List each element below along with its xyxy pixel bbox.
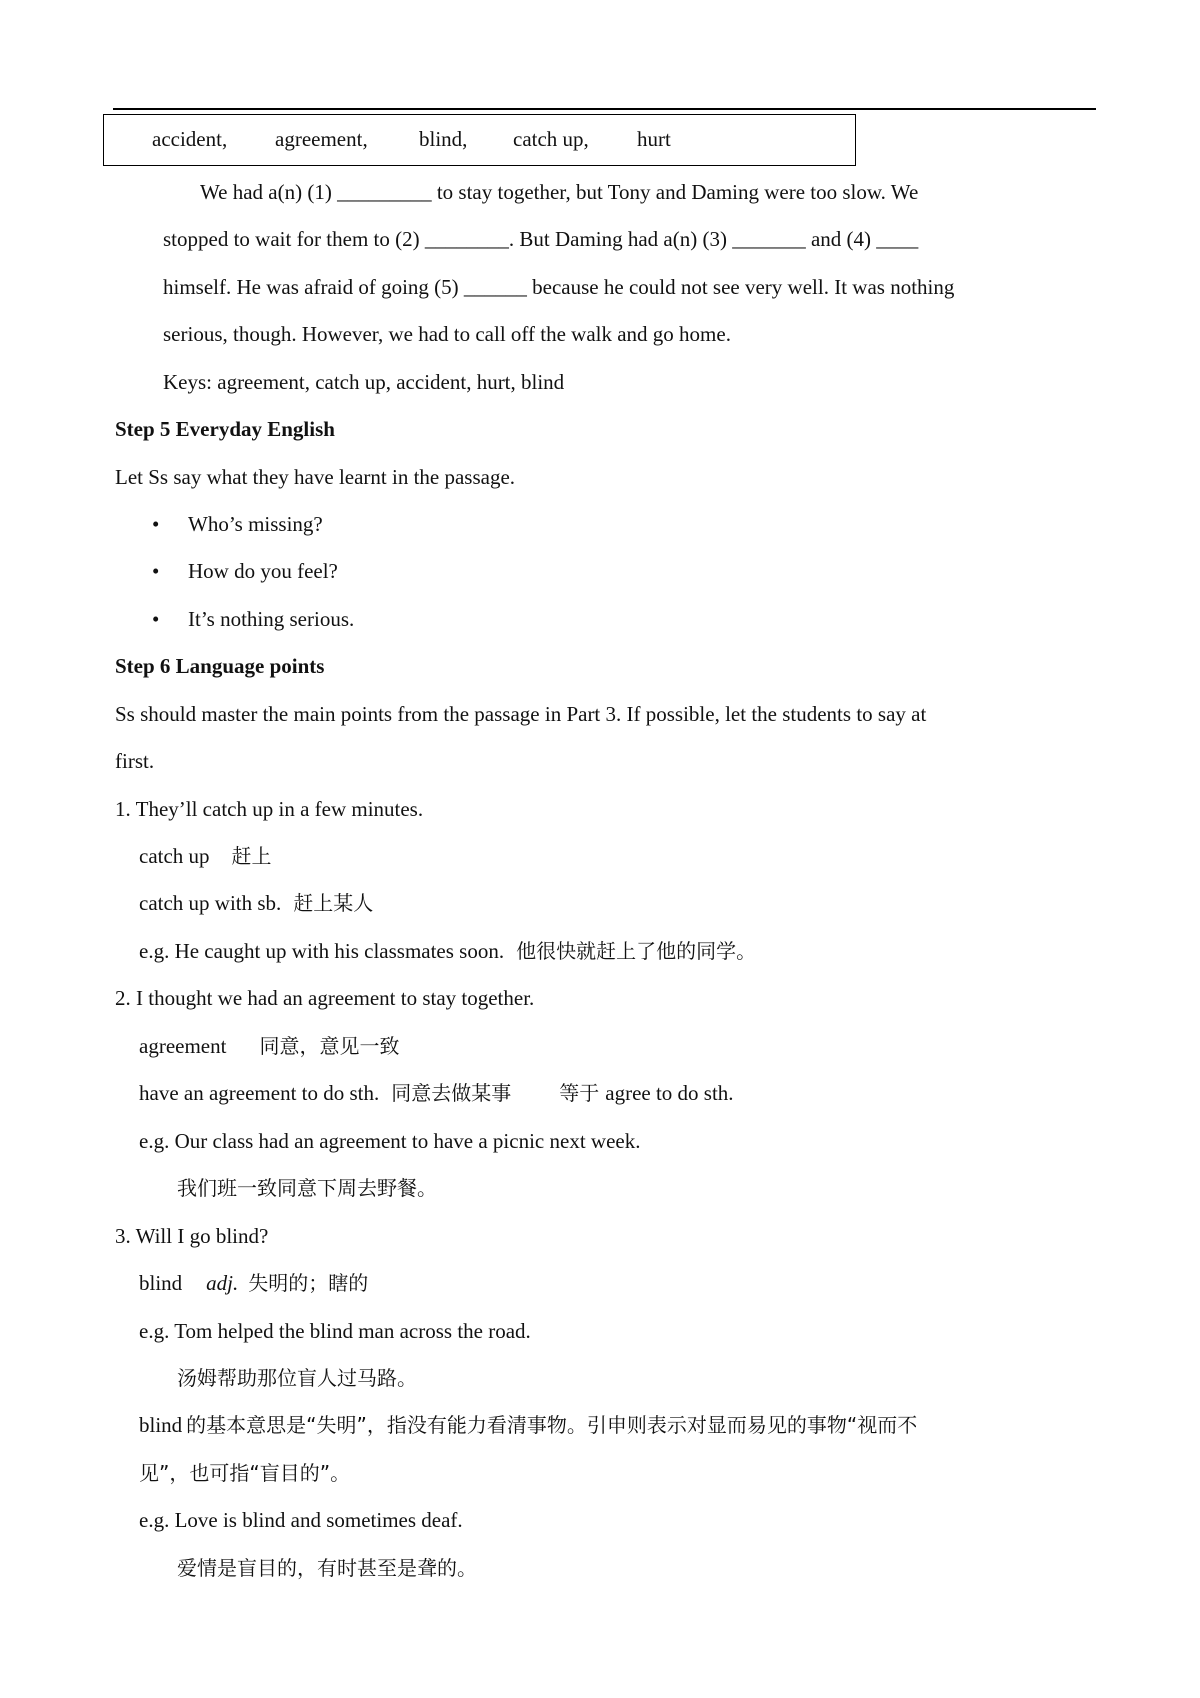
word-en: blind [139, 1271, 183, 1295]
bullet-icon: • [152, 559, 160, 583]
word-bank-item: catch up, [513, 127, 589, 151]
vocab-entry [139, 1273, 368, 1294]
phrase-en: have an agreement to do sth. [139, 1081, 380, 1105]
word-bank-box [103, 114, 856, 166]
phrase-zh: 赶上 [231, 844, 272, 868]
step5-heading: Step 5 Everyday English [115, 417, 335, 441]
word-bank-item: agreement, [275, 127, 368, 151]
step6-intro: first. [115, 749, 155, 773]
point-title: 2. I thought we had an agreement to stay together. [115, 986, 535, 1010]
usage-note: 见”，也可指“盲目的”。 [139, 1461, 351, 1485]
equivalent-zh: 等于 [559, 1081, 600, 1105]
list-item: It’s nothing serious. [188, 607, 355, 631]
vocab-entry [139, 893, 373, 914]
vocab-entry [139, 1083, 734, 1104]
bullet-icon: • [152, 607, 160, 631]
phrase-zh: 同意去做某事 [391, 1081, 512, 1105]
vocab-entry [139, 846, 272, 867]
passage-line: We had a(n) (1) _________ to stay together, but Tony and Daming were too slow. We [200, 180, 919, 204]
example-sentence: e.g. Love is blind and sometimes deaf. [139, 1508, 463, 1532]
note-zh: 的基本意思是“失明”，指没有能力看清事物。引申则表示对显而易见的事物“视而不 [186, 1413, 918, 1437]
example-sentence [139, 941, 756, 962]
phrase-en: catch up with sb. [139, 891, 282, 915]
step5-intro: Let Ss say what they have learnt in the passage. [115, 465, 516, 489]
list-item: Who’s missing? [188, 512, 323, 536]
example-translation: 爱情是盲目的，有时甚至是聋的。 [177, 1556, 477, 1580]
example-translation: 我们班一致同意下周去野餐。 [177, 1176, 437, 1200]
bullet-icon: • [152, 512, 160, 536]
vocab-entry [139, 1036, 399, 1057]
example-sentence: e.g. Tom helped the blind man across the road. [139, 1319, 531, 1343]
note-en: blind [139, 1413, 183, 1437]
word-bank-item: blind, [419, 127, 468, 151]
list-item: How do you feel? [188, 559, 338, 583]
answer-keys: Keys: agreement, catch up, accident, hurt, blind [163, 370, 565, 394]
phrase-zh: 赶上某人 [293, 891, 374, 915]
word-zh: 同意，意见一致 [259, 1034, 400, 1058]
step6-intro: Ss should master the main points from the passage in Part 3. If possible, let the students to say at [115, 702, 927, 726]
part-of-speech: adj. [206, 1271, 239, 1295]
point-title: 3. Will I go blind? [115, 1224, 269, 1248]
passage-line: serious, though. However, we had to call off the walk and go home. [163, 322, 731, 346]
example-en: e.g. He caught up with his classmates soon. [139, 939, 505, 963]
word-en: agreement [139, 1034, 227, 1058]
step6-heading: Step 6 Language points [115, 654, 325, 678]
equivalent-en: agree to do sth. [605, 1081, 734, 1105]
example-zh: 他很快就赶上了他的同学。 [516, 939, 757, 963]
example-sentence: e.g. Our class had an agreement to have a picnic next week. [139, 1129, 641, 1153]
word-bank-item: accident, [152, 127, 228, 151]
word-bank-item: hurt [637, 127, 671, 151]
point-title: 1. They’ll catch up in a few minutes. [115, 797, 424, 821]
passage-line: stopped to wait for them to (2) ________. But Daming had a(n) (3) _______ and (4) ____ [163, 227, 919, 251]
passage-line: himself. He was afraid of going (5) ______ because he could not see very well. It was nothing [163, 275, 955, 299]
header-rule [113, 108, 1096, 110]
example-translation: 汤姆帮助那位盲人过马路。 [177, 1366, 417, 1390]
usage-note [139, 1415, 917, 1436]
phrase-en: catch up [139, 844, 210, 868]
word-zh: 失明的；瞎的 [248, 1271, 369, 1295]
